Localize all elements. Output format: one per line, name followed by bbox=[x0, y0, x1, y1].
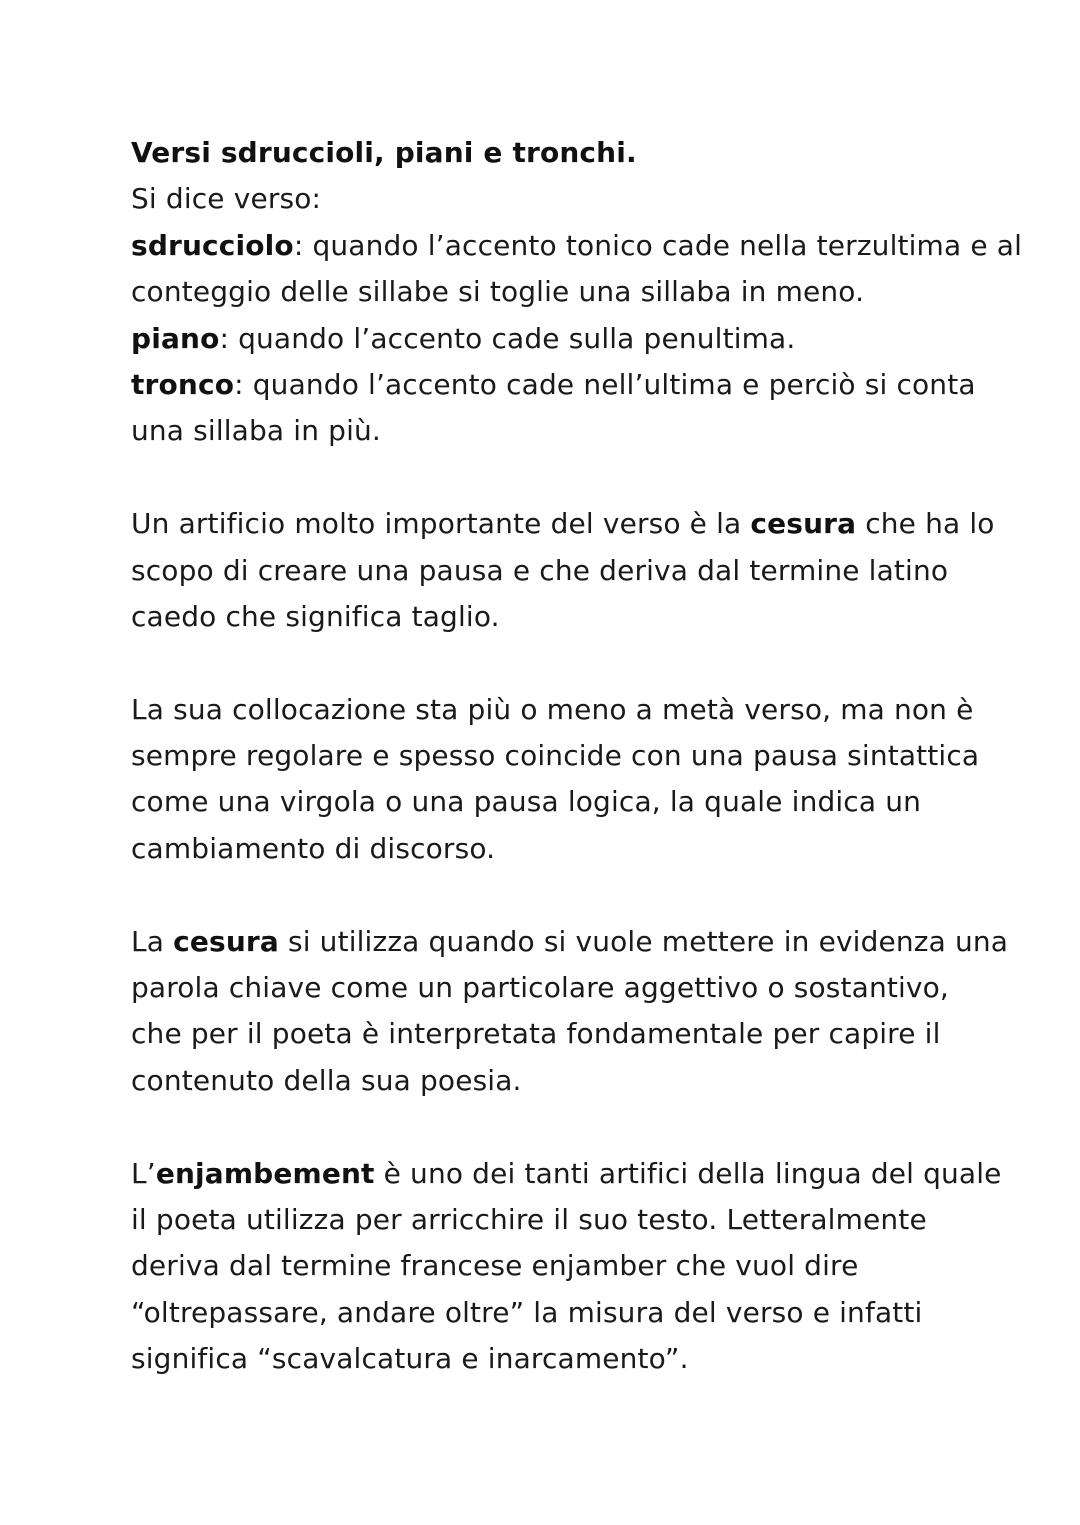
definition-tronco-continued: una sillaba in più. bbox=[131, 414, 381, 448]
paragraph-line: caedo che significa taglio. bbox=[131, 599, 500, 633]
paragraph-line: parola chiave come un particolare aggettivo o sostantivo, bbox=[131, 971, 949, 1005]
paragraph-cesura-uso bbox=[131, 919, 1011, 1105]
paragraph-line: cambiamento di discorso. bbox=[131, 831, 496, 865]
paragraph-line: deriva dal termine francese enjamber che vuol dire bbox=[131, 1249, 859, 1283]
paragraph-line: L’enjambement è uno dei tanti artifici della lingua del quale bbox=[131, 1156, 1002, 1190]
paragraph-line: Un artificio molto importante del verso è la cesura che ha lo bbox=[131, 507, 995, 541]
paragraph-line: contenuto della sua poesia. bbox=[131, 1063, 522, 1097]
keyword-enjambement: enjambement bbox=[155, 1156, 375, 1190]
document-body bbox=[131, 130, 1022, 1383]
paragraph-enjambement bbox=[131, 1151, 1011, 1383]
definition-sdrucciolo bbox=[131, 223, 1022, 269]
definition-term: piano bbox=[131, 321, 220, 355]
keyword-cesura: cesura bbox=[173, 924, 279, 958]
document-title: Versi sdruccioli, piani e tronchi. bbox=[131, 136, 637, 169]
paragraph-line: come una virgola o una pausa logica, la quale indica un bbox=[131, 785, 922, 819]
paragraph-line: scopo di creare una pausa e che deriva dal termine latino bbox=[131, 553, 949, 587]
intro-line: Si dice verso: bbox=[131, 182, 322, 216]
paragraph-line: significa “scavalcatura e inarcamento”. bbox=[131, 1342, 689, 1376]
definition-text: : quando l’accento cade nell’ultima e perciò si conta bbox=[234, 367, 976, 401]
paragraph-collocazione bbox=[131, 687, 1011, 873]
paragraph-line: sempre regolare e spesso coincide con una pausa sintattica bbox=[131, 739, 980, 773]
paragraph-line: il poeta utilizza per arricchire il suo testo. Letteralmente bbox=[131, 1202, 927, 1236]
definition-tronco bbox=[131, 362, 1011, 408]
paragraph-line: La sua collocazione sta più o meno a metà verso, ma non è bbox=[131, 692, 974, 726]
paragraph-line: che per il poeta è interpretata fondamentale per capire il bbox=[131, 1017, 941, 1051]
paragraph-line: “oltrepassare, andare oltre” la misura del verso e infatti bbox=[131, 1295, 923, 1329]
paragraph-cesura-intro bbox=[131, 501, 1011, 640]
definition-text: : quando l’accento tonico cade nella terzultima e al bbox=[293, 228, 1022, 262]
keyword-cesura: cesura bbox=[750, 507, 857, 541]
definition-term: sdrucciolo bbox=[131, 228, 294, 262]
definition-piano bbox=[131, 316, 1011, 362]
definition-text: : quando l’accento cade sulla penultima. bbox=[219, 321, 796, 355]
paragraph-line: La cesura si utilizza quando si vuole mettere in evidenza una bbox=[131, 924, 1009, 958]
definition-sdrucciolo-continued: conteggio delle sillabe si toglie una sillaba in meno. bbox=[131, 275, 865, 309]
definition-term: tronco bbox=[131, 367, 235, 401]
